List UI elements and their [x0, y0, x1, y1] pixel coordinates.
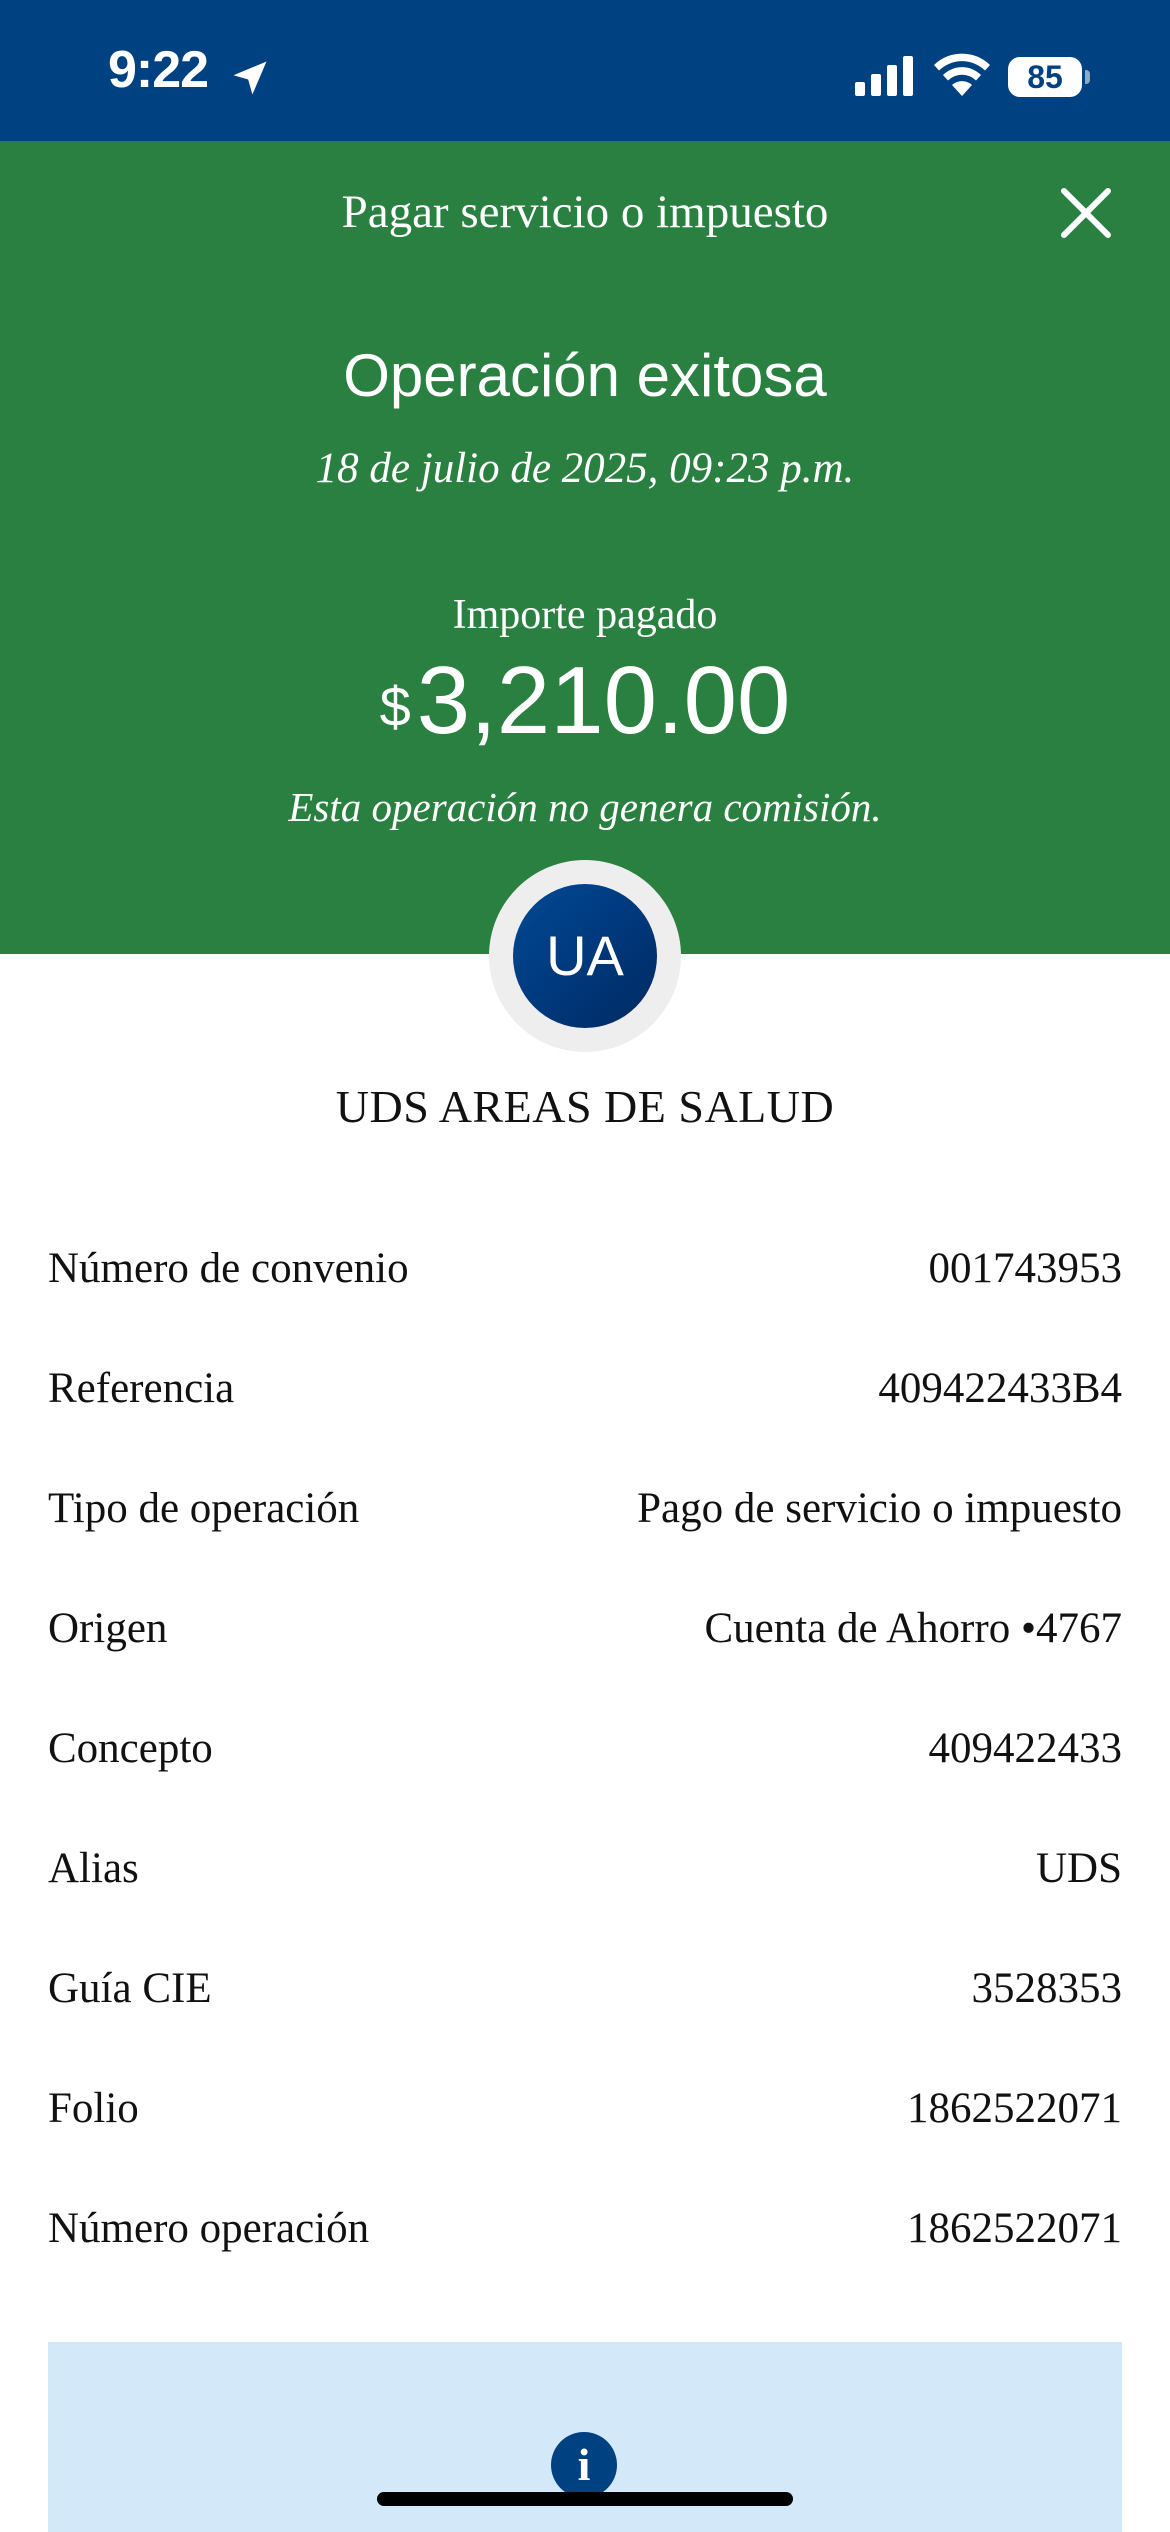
- detail-value: 1862522071: [907, 2205, 1122, 2252]
- detail-value: Pago de servicio o impuesto: [637, 1485, 1122, 1532]
- detail-value: UDS: [1035, 1845, 1122, 1892]
- detail-label: Alias: [48, 1845, 139, 1892]
- commission-note: Esta operación no genera comisión.: [288, 784, 882, 830]
- detail-row: [48, 2054, 1122, 2174]
- info-icon: i: [551, 2432, 617, 2498]
- detail-label: Referencia: [48, 1365, 235, 1412]
- detail-value: 409422433B4: [878, 1365, 1122, 1412]
- detail-label: Número de convenio: [48, 1245, 409, 1292]
- detail-label: Origen: [48, 1605, 168, 1652]
- detail-label: Concepto: [48, 1725, 213, 1772]
- detail-row: [48, 2174, 1122, 2294]
- detail-row: [48, 1574, 1122, 1694]
- battery-level: 85: [1008, 57, 1082, 97]
- battery-icon: [1008, 57, 1090, 97]
- success-header: [0, 141, 1170, 954]
- detail-row: [48, 1814, 1122, 1934]
- currency-symbol: $: [379, 675, 411, 738]
- amount-label: Importe pagado: [452, 592, 718, 638]
- amount-value: 3,210.00: [416, 647, 791, 754]
- detail-row: [48, 1694, 1122, 1814]
- detail-value: 1862522071: [907, 2085, 1122, 2132]
- operation-date: 18 de julio de 2025, 09:23 p.m.: [315, 445, 855, 492]
- detail-row: [48, 1454, 1122, 1574]
- detail-value: 3528353: [971, 1965, 1122, 2012]
- home-indicator[interactable]: [377, 2492, 793, 2506]
- detail-value: 409422433: [928, 1725, 1122, 1772]
- result-title: Operación exitosa: [343, 342, 827, 409]
- detail-label: Tipo de operación: [48, 1485, 360, 1532]
- detail-label: Número operación: [48, 2205, 370, 2252]
- status-bar: [0, 0, 1170, 141]
- location-arrow-icon: [228, 56, 272, 100]
- screen-title: Pagar servicio o impuesto: [341, 186, 829, 238]
- detail-label: Folio: [48, 2085, 139, 2132]
- detail-value: 001743953: [928, 1245, 1122, 1292]
- detail-row: [48, 1934, 1122, 2054]
- detail-value: Cuenta de Ahorro •4767: [704, 1605, 1122, 1652]
- cellular-signal-icon: [855, 56, 915, 96]
- close-icon[interactable]: [1058, 185, 1114, 241]
- avatar: UA: [513, 884, 657, 1028]
- detail-row: [48, 1214, 1122, 1334]
- detail-label: Guía CIE: [48, 1965, 212, 2012]
- details-list: [48, 1214, 1122, 2294]
- amount-paid: [0, 646, 1170, 756]
- merchant-name: UDS AREAS DE SALUD: [335, 1081, 835, 1132]
- status-time: 9:22: [108, 41, 209, 99]
- wifi-icon: [934, 52, 990, 96]
- detail-row: [48, 1334, 1122, 1454]
